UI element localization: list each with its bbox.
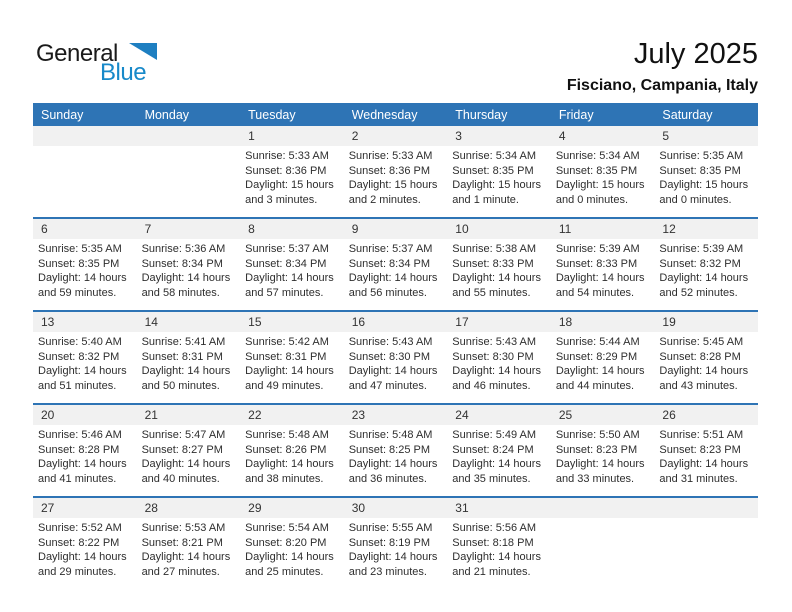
day-number: 20 xyxy=(33,405,137,425)
day-details xyxy=(240,332,344,403)
day-cell-11 xyxy=(551,219,655,310)
sunrise-text: Sunrise: 5:39 AM xyxy=(555,243,640,255)
daylight-text-line1: Daylight: 14 hours xyxy=(659,365,749,377)
general-blue-logo xyxy=(36,40,166,90)
calendar-table xyxy=(33,103,758,589)
sunrise-text: Sunrise: 5:45 AM xyxy=(659,336,744,348)
daylight-text-line1: Daylight: 14 hours xyxy=(555,458,645,470)
day-cell-14 xyxy=(137,312,241,403)
sunrise-text: Sunrise: 5:38 AM xyxy=(452,243,537,255)
sunset-text: Sunset: 8:23 PM xyxy=(555,443,638,456)
day-details xyxy=(240,518,344,589)
day-cell-9 xyxy=(344,219,448,310)
day-number: 19 xyxy=(654,312,758,332)
day-details xyxy=(240,425,344,496)
sunset-text: Sunset: 8:35 PM xyxy=(659,164,741,177)
day-details xyxy=(447,518,551,589)
day-cell-7 xyxy=(137,219,241,310)
day-number: 9 xyxy=(344,219,448,239)
daylight-text-line2: and 0 minutes. xyxy=(659,193,732,206)
day-number: 24 xyxy=(447,405,551,425)
daylight-text-line2: and 29 minutes. xyxy=(38,565,117,578)
sunset-text: Sunset: 8:32 PM xyxy=(659,257,741,270)
daylight-text-line1: Daylight: 14 hours xyxy=(38,551,127,563)
empty-cell xyxy=(137,126,241,217)
day-number: 29 xyxy=(240,498,344,518)
sunrise-text: Sunrise: 5:44 AM xyxy=(555,336,640,348)
daylight-text-line2: and 44 minutes. xyxy=(555,379,635,392)
sunset-text: Sunset: 8:26 PM xyxy=(245,443,327,456)
daylight-text-line1: Daylight: 14 hours xyxy=(245,272,334,284)
daylight-text-line2: and 56 minutes. xyxy=(348,286,427,299)
daylight-text-line1: Daylight: 15 hours xyxy=(659,179,749,191)
daylight-text-line1: Daylight: 14 hours xyxy=(141,458,231,470)
sunset-text: Sunset: 8:30 PM xyxy=(348,350,431,363)
sunset-text: Sunset: 8:27 PM xyxy=(141,443,223,456)
day-cell-16 xyxy=(344,312,448,403)
daylight-text-line2: and 54 minutes. xyxy=(555,286,635,299)
day-details xyxy=(33,518,137,589)
day-cell-5 xyxy=(654,126,758,217)
day-number: 6 xyxy=(33,219,137,239)
day-cell-19 xyxy=(654,312,758,403)
day-details xyxy=(654,425,758,496)
day-number xyxy=(137,126,241,146)
day-cell-15 xyxy=(240,312,344,403)
day-details xyxy=(344,239,448,310)
day-cell-18 xyxy=(551,312,655,403)
weekday-header-row xyxy=(33,103,758,126)
daylight-text-line2: and 31 minutes. xyxy=(659,472,738,485)
day-details xyxy=(344,518,448,589)
sunrise-text: Sunrise: 5:37 AM xyxy=(245,243,329,255)
day-number: 17 xyxy=(447,312,551,332)
week-row-5 xyxy=(33,496,758,589)
sunset-text: Sunset: 8:31 PM xyxy=(245,350,327,363)
day-details xyxy=(551,518,655,589)
day-details xyxy=(654,332,758,403)
daylight-text-line1: Daylight: 14 hours xyxy=(245,458,334,470)
day-number: 4 xyxy=(551,126,655,146)
sunset-text: Sunset: 8:22 PM xyxy=(38,536,120,549)
daylight-text-line1: Daylight: 15 hours xyxy=(452,179,541,191)
daylight-text-line1: Daylight: 15 hours xyxy=(555,179,645,191)
daylight-text-line1: Daylight: 14 hours xyxy=(659,272,749,284)
day-cell-22 xyxy=(240,405,344,496)
sunset-text: Sunset: 8:33 PM xyxy=(452,257,534,270)
day-details xyxy=(33,332,137,403)
day-cell-20 xyxy=(33,405,137,496)
day-cell-29 xyxy=(240,498,344,589)
day-details xyxy=(240,146,344,217)
sunset-text: Sunset: 8:20 PM xyxy=(245,536,327,549)
day-number: 12 xyxy=(654,219,758,239)
day-details xyxy=(137,332,241,403)
daylight-text-line2: and 59 minutes. xyxy=(38,286,117,299)
daylight-text-line1: Daylight: 14 hours xyxy=(555,365,645,377)
day-cell-31 xyxy=(447,498,551,589)
daylight-text-line2: and 50 minutes. xyxy=(141,379,220,392)
daylight-text-line2: and 55 minutes. xyxy=(452,286,531,299)
daylight-text-line1: Daylight: 15 hours xyxy=(348,179,438,191)
sunset-text: Sunset: 8:35 PM xyxy=(452,164,534,177)
day-cell-27 xyxy=(33,498,137,589)
day-details xyxy=(137,239,241,310)
sunrise-text: Sunrise: 5:39 AM xyxy=(659,243,744,255)
sunrise-text: Sunrise: 5:35 AM xyxy=(38,243,122,255)
day-details xyxy=(344,425,448,496)
day-number: 18 xyxy=(551,312,655,332)
daylight-text-line1: Daylight: 14 hours xyxy=(141,365,231,377)
sunset-text: Sunset: 8:28 PM xyxy=(38,443,120,456)
day-cell-25 xyxy=(551,405,655,496)
sunset-text: Sunset: 8:34 PM xyxy=(245,257,327,270)
day-cell-10 xyxy=(447,219,551,310)
sunset-text: Sunset: 8:23 PM xyxy=(659,443,741,456)
sunrise-text: Sunrise: 5:52 AM xyxy=(38,522,122,534)
sunrise-text: Sunrise: 5:37 AM xyxy=(348,243,433,255)
day-cell-13 xyxy=(33,312,137,403)
sunrise-text: Sunrise: 5:54 AM xyxy=(245,522,329,534)
day-details xyxy=(344,146,448,217)
day-details xyxy=(447,425,551,496)
empty-cell xyxy=(551,498,655,589)
sunset-text: Sunset: 8:32 PM xyxy=(38,350,120,363)
day-details xyxy=(551,332,655,403)
sunset-text: Sunset: 8:33 PM xyxy=(555,257,638,270)
logo-text-blue: Blue xyxy=(100,59,147,86)
day-details xyxy=(33,239,137,310)
daylight-text-line2: and 36 minutes. xyxy=(348,472,427,485)
weekday-header-monday: Monday xyxy=(144,107,190,122)
day-number: 5 xyxy=(654,126,758,146)
daylight-text-line1: Daylight: 14 hours xyxy=(452,551,541,563)
week-row-2 xyxy=(33,217,758,310)
day-number: 14 xyxy=(137,312,241,332)
day-details xyxy=(654,518,758,589)
daylight-text-line2: and 27 minutes. xyxy=(141,565,220,578)
weekday-header-friday: Friday xyxy=(558,107,594,122)
week-row-1 xyxy=(33,126,758,217)
daylight-text-line2: and 52 minutes. xyxy=(659,286,738,299)
day-cell-6 xyxy=(33,219,137,310)
day-details xyxy=(551,146,655,217)
daylight-text-line1: Daylight: 14 hours xyxy=(452,272,541,284)
sunset-text: Sunset: 8:31 PM xyxy=(141,350,223,363)
daylight-text-line2: and 43 minutes. xyxy=(659,379,738,392)
day-number: 27 xyxy=(33,498,137,518)
week-row-4 xyxy=(33,403,758,496)
sunrise-text: Sunrise: 5:42 AM xyxy=(245,336,329,348)
title-block xyxy=(567,38,758,95)
daylight-text-line2: and 2 minutes. xyxy=(348,193,421,206)
daylight-text-line1: Daylight: 14 hours xyxy=(348,365,438,377)
day-cell-17 xyxy=(447,312,551,403)
sunset-text: Sunset: 8:24 PM xyxy=(452,443,534,456)
sunrise-text: Sunrise: 5:50 AM xyxy=(555,429,640,441)
day-cell-3 xyxy=(447,126,551,217)
sunset-text: Sunset: 8:34 PM xyxy=(141,257,223,270)
day-cell-30 xyxy=(344,498,448,589)
sunrise-text: Sunrise: 5:53 AM xyxy=(141,522,226,534)
daylight-text-line2: and 47 minutes. xyxy=(348,379,427,392)
sunrise-text: Sunrise: 5:56 AM xyxy=(452,522,537,534)
day-details xyxy=(447,239,551,310)
daylight-text-line1: Daylight: 14 hours xyxy=(38,458,127,470)
day-cell-28 xyxy=(137,498,241,589)
sunset-text: Sunset: 8:18 PM xyxy=(452,536,534,549)
daylight-text-line1: Daylight: 14 hours xyxy=(245,365,334,377)
daylight-text-line2: and 21 minutes. xyxy=(452,565,531,578)
day-number: 28 xyxy=(137,498,241,518)
page-title: July 2025 xyxy=(633,38,758,70)
day-number: 21 xyxy=(137,405,241,425)
sunset-text: Sunset: 8:34 PM xyxy=(348,257,431,270)
daylight-text-line2: and 25 minutes. xyxy=(245,565,324,578)
daylight-text-line2: and 40 minutes. xyxy=(141,472,220,485)
day-number: 1 xyxy=(240,126,344,146)
day-details xyxy=(344,332,448,403)
day-number: 8 xyxy=(240,219,344,239)
location-subtitle: Fisciano, Campania, Italy xyxy=(566,77,758,94)
day-details xyxy=(137,146,241,217)
daylight-text-line1: Daylight: 14 hours xyxy=(141,272,231,284)
sunrise-text: Sunrise: 5:46 AM xyxy=(38,429,122,441)
day-number: 2 xyxy=(344,126,448,146)
day-cell-21 xyxy=(137,405,241,496)
day-number: 16 xyxy=(344,312,448,332)
sunrise-text: Sunrise: 5:48 AM xyxy=(348,429,433,441)
sunrise-text: Sunrise: 5:33 AM xyxy=(348,150,433,162)
day-details xyxy=(654,146,758,217)
daylight-text-line2: and 3 minutes. xyxy=(245,193,318,206)
sunrise-text: Sunrise: 5:49 AM xyxy=(452,429,537,441)
weekday-header-tuesday: Tuesday xyxy=(248,107,296,122)
day-number: 3 xyxy=(447,126,551,146)
day-details xyxy=(33,425,137,496)
daylight-text-line2: and 0 minutes. xyxy=(555,193,628,206)
day-cell-12 xyxy=(654,219,758,310)
day-cell-24 xyxy=(447,405,551,496)
day-details xyxy=(551,239,655,310)
day-number: 22 xyxy=(240,405,344,425)
daylight-text-line2: and 58 minutes. xyxy=(141,286,220,299)
daylight-text-line2: and 35 minutes. xyxy=(452,472,531,485)
daylight-text-line2: and 23 minutes. xyxy=(348,565,427,578)
daylight-text-line1: Daylight: 14 hours xyxy=(659,458,749,470)
daylight-text-line1: Daylight: 15 hours xyxy=(245,179,334,191)
day-cell-23 xyxy=(344,405,448,496)
day-details xyxy=(137,425,241,496)
logo-text-general: General xyxy=(36,40,118,67)
day-details xyxy=(654,239,758,310)
daylight-text-line1: Daylight: 14 hours xyxy=(38,272,127,284)
day-number: 7 xyxy=(137,219,241,239)
empty-cell xyxy=(654,498,758,589)
daylight-text-line2: and 33 minutes. xyxy=(555,472,635,485)
weeks-container xyxy=(33,126,758,589)
sunrise-text: Sunrise: 5:34 AM xyxy=(452,150,537,162)
sunrise-text: Sunrise: 5:40 AM xyxy=(38,336,122,348)
day-number: 25 xyxy=(551,405,655,425)
sunrise-text: Sunrise: 5:41 AM xyxy=(141,336,226,348)
weekday-header-sunday: Sunday xyxy=(41,107,84,122)
day-number: 11 xyxy=(551,219,655,239)
daylight-text-line1: Daylight: 14 hours xyxy=(452,458,541,470)
day-cell-2 xyxy=(344,126,448,217)
daylight-text-line1: Daylight: 14 hours xyxy=(452,365,541,377)
day-number: 30 xyxy=(344,498,448,518)
sunset-text: Sunset: 8:19 PM xyxy=(348,536,431,549)
day-number: 13 xyxy=(33,312,137,332)
weekday-header-thursday: Thursday xyxy=(455,107,508,122)
day-details xyxy=(447,332,551,403)
daylight-text-line1: Daylight: 14 hours xyxy=(348,551,438,563)
sunset-text: Sunset: 8:35 PM xyxy=(38,257,120,270)
sunrise-text: Sunrise: 5:35 AM xyxy=(659,150,744,162)
daylight-text-line1: Daylight: 14 hours xyxy=(555,272,645,284)
day-details xyxy=(551,425,655,496)
day-number: 15 xyxy=(240,312,344,332)
day-number: 26 xyxy=(654,405,758,425)
daylight-text-line1: Daylight: 14 hours xyxy=(348,272,438,284)
sunrise-text: Sunrise: 5:47 AM xyxy=(141,429,226,441)
day-details xyxy=(137,518,241,589)
day-cell-4 xyxy=(551,126,655,217)
sunrise-text: Sunrise: 5:36 AM xyxy=(141,243,226,255)
sunrise-text: Sunrise: 5:48 AM xyxy=(245,429,329,441)
sunset-text: Sunset: 8:36 PM xyxy=(348,164,431,177)
logo-triangle-icon xyxy=(129,43,157,60)
weekday-header-saturday: Saturday xyxy=(662,107,713,122)
daylight-text-line2: and 46 minutes. xyxy=(452,379,531,392)
day-number: 31 xyxy=(447,498,551,518)
sunset-text: Sunset: 8:30 PM xyxy=(452,350,534,363)
day-number xyxy=(33,126,137,146)
daylight-text-line2: and 1 minute. xyxy=(452,193,519,206)
daylight-text-line1: Daylight: 14 hours xyxy=(348,458,438,470)
day-number: 10 xyxy=(447,219,551,239)
daylight-text-line1: Daylight: 14 hours xyxy=(245,551,334,563)
day-number xyxy=(654,498,758,518)
day-details xyxy=(240,239,344,310)
daylight-text-line1: Daylight: 14 hours xyxy=(141,551,231,563)
day-cell-8 xyxy=(240,219,344,310)
day-number: 23 xyxy=(344,405,448,425)
day-cell-26 xyxy=(654,405,758,496)
sunrise-text: Sunrise: 5:55 AM xyxy=(348,522,433,534)
sunrise-text: Sunrise: 5:43 AM xyxy=(348,336,433,348)
empty-cell xyxy=(33,126,137,217)
sunset-text: Sunset: 8:21 PM xyxy=(141,536,223,549)
sunset-text: Sunset: 8:25 PM xyxy=(348,443,431,456)
week-row-3 xyxy=(33,310,758,403)
sunrise-text: Sunrise: 5:43 AM xyxy=(452,336,537,348)
daylight-text-line2: and 57 minutes. xyxy=(245,286,324,299)
day-details xyxy=(33,146,137,217)
daylight-text-line1: Daylight: 14 hours xyxy=(38,365,127,377)
sunrise-text: Sunrise: 5:34 AM xyxy=(555,150,640,162)
day-details xyxy=(447,146,551,217)
sunrise-text: Sunrise: 5:51 AM xyxy=(659,429,744,441)
weekday-header-wednesday: Wednesday xyxy=(351,107,418,122)
sunset-text: Sunset: 8:29 PM xyxy=(555,350,638,363)
sunset-text: Sunset: 8:28 PM xyxy=(659,350,741,363)
daylight-text-line2: and 51 minutes. xyxy=(38,379,117,392)
sunrise-text: Sunrise: 5:33 AM xyxy=(245,150,329,162)
daylight-text-line2: and 38 minutes. xyxy=(245,472,324,485)
daylight-text-line2: and 49 minutes. xyxy=(245,379,324,392)
day-cell-1 xyxy=(240,126,344,217)
sunset-text: Sunset: 8:35 PM xyxy=(555,164,638,177)
daylight-text-line2: and 41 minutes. xyxy=(38,472,117,485)
day-number xyxy=(551,498,655,518)
sunset-text: Sunset: 8:36 PM xyxy=(245,164,327,177)
